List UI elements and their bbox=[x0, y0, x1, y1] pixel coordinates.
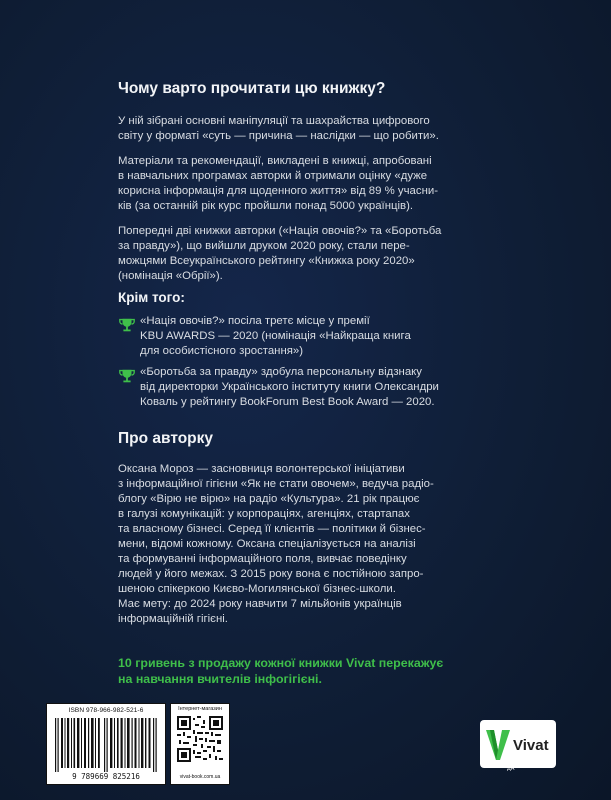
trophy-icon bbox=[118, 367, 136, 385]
award-text-1: «Нація овочів?» посіла третє місце у премії KBU AWARDS — 2020 (номінація «Найкраща книга для особистісного зростання») bbox=[140, 315, 411, 357]
why-read-paragraph-3: Попередні дві книжки авторки («Нація овочів?» та «Боротьба за правду»), що вийшли друком 2020 року, стали пере- можцями Всеукраїнського рейтингу «Книжка року 2020» (номінація «Обрії»). bbox=[118, 225, 442, 282]
qr-code-block bbox=[170, 703, 230, 785]
qr-label: Інтернет-магазин bbox=[178, 706, 222, 712]
why-read-paragraph-2: Матеріали та рекомендації, викладені в книжці, апробовані в навчальних програмах авторки й отримали оцінку «дуже корисна інформація для щоденного життя» від 89 % учасни- ків (за останній рік курс пройшли понад 5000 українців). bbox=[118, 155, 439, 212]
qr-code bbox=[177, 716, 223, 762]
promo-text: 10 гривень з продажу кожної книжки Vivat перекажує на навчання вчителів інфогігієні. bbox=[118, 656, 444, 686]
logo-subtitle: ДА bbox=[507, 766, 515, 772]
qr-url: vivat-book.com.ua bbox=[179, 774, 221, 780]
why-read-heading: Чому варто прочитати цю книжку? bbox=[118, 80, 386, 97]
about-paragraph: Оксана Мороз — засновниця волонтерської ініціативи з інформаційної гігієни «Як не стати овочем», ведуча радіо- блогу «Вірю не вірю» на радіо «Культура». 21 рік працює в галузі комунікацій: у корпораціях, агенціях, стартапах та власному бізнесі. Серед її клієнтів — політики й бізнес- мени, відомі кожному. Оксана спеціалізується на аналізі та формуванні інформаційного поля, вивчає поведінку людей у його межах. З 2015 року вона є постійною запро- шеною спікеркою Києво-Могилянської бізнес-школи. Має мету: до 2024 року навчити 7 мільйонів українців інформаційній гігієні. bbox=[118, 463, 434, 625]
barcode-number: 9 789669 825216 bbox=[72, 772, 140, 781]
barcode-bars bbox=[53, 718, 159, 772]
why-read-paragraph-1: У ній зібрані основні маніпуляції та шахрайства цифрового світу у форматі «суть — причина — наслідки — що робити». bbox=[118, 115, 439, 142]
trophy-icon bbox=[118, 316, 136, 334]
svg-text:Vivat: Vivat bbox=[513, 737, 549, 754]
about-heading: Про авторку bbox=[118, 430, 214, 447]
barcode bbox=[46, 703, 166, 785]
vivat-logo bbox=[480, 720, 556, 768]
isbn-text: ISBN 978-966-982-521-6 bbox=[68, 707, 144, 714]
besides-heading: Крім того: bbox=[118, 290, 185, 305]
award-text-2: «Боротьба за правду» здобула персональну відзнаку від директорки Українського інституту книги Олександри Коваль у рейтингу BookForum Best Book Award — 2020. bbox=[140, 366, 439, 408]
